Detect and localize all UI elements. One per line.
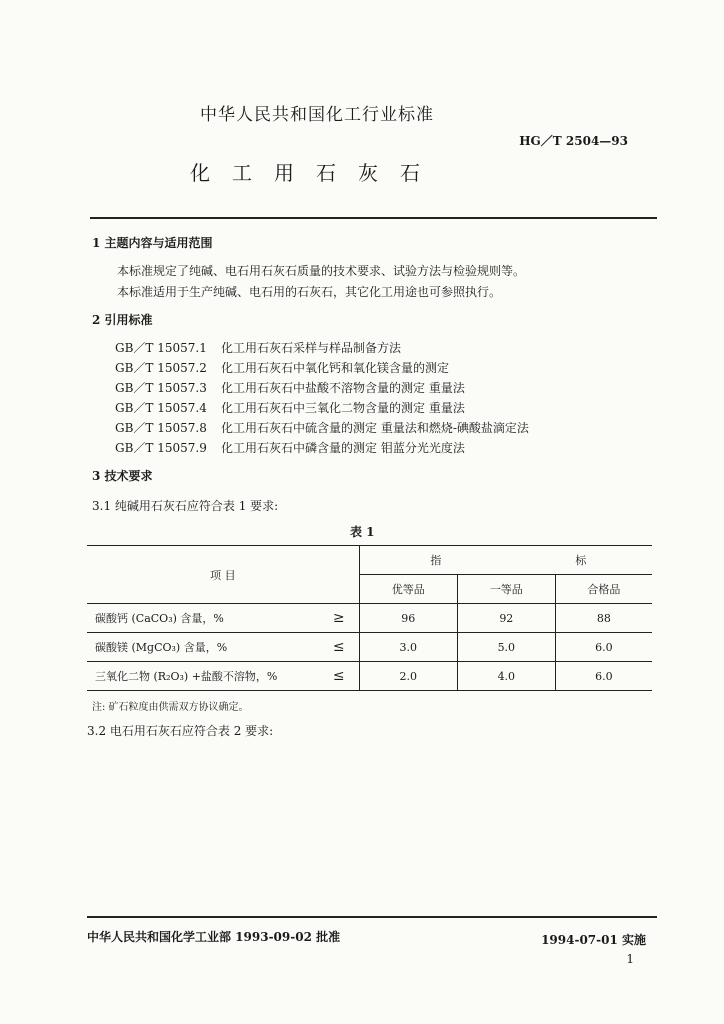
row-value: 88 [555, 604, 652, 633]
reference-title: 化工用石灰石中盐酸不溶物含量的测定 重量法 [221, 381, 465, 395]
reference-item [115, 419, 529, 436]
spec-table-1 [87, 545, 652, 691]
row-item: 碳酸钙 (CaCO₃) 含量，% [87, 604, 319, 633]
effective-date: 1994-07-01 实施 [541, 933, 646, 947]
reference-code: GB／T 15057.2 [115, 361, 207, 375]
row-symbol: ≤ [319, 633, 360, 662]
header-rule [90, 217, 657, 219]
table-row [87, 633, 652, 662]
reference-item [115, 399, 465, 416]
row-value: 4.0 [457, 662, 555, 691]
row-value: 2.0 [359, 662, 457, 691]
row-symbol: ≤ [319, 662, 360, 691]
reference-title: 化工用石灰石中磷含量的测定 钼蓝分光光度法 [221, 441, 465, 455]
reference-code: GB／T 15057.4 [115, 401, 207, 415]
reference-code: GB／T 15057.3 [115, 381, 207, 395]
reference-title: 化工用石灰石中三氧化二物含量的测定 重量法 [221, 401, 465, 415]
row-value: 6.0 [555, 662, 652, 691]
row-value: 96 [359, 604, 457, 633]
item-header: 项 目 [87, 546, 359, 604]
row-symbol: ≥ [319, 604, 360, 633]
reference-code: GB／T 15057.8 [115, 421, 207, 435]
row-item: 三氧化二物 (R₂O₃) +盐酸不溶物，% [87, 662, 319, 691]
section-1-heading: 1 主题内容与适用范围 [92, 236, 213, 250]
table-note: 注: 矿石粒度由供需双方协议确定。 [92, 702, 249, 713]
clause-3-2: 3.2 电石用石灰石应符合表 2 要求: [87, 724, 274, 738]
row-value: 6.0 [555, 633, 652, 662]
section-2-heading: 2 引用标准 [92, 313, 153, 327]
index-header [359, 546, 652, 575]
reference-title: 化工用石灰石中氧化钙和氧化镁含量的测定 [221, 361, 450, 375]
reference-title: 化工用石灰石中硫含量的测定 重量法和燃烧-碘酸盐滴定法 [221, 421, 529, 435]
table-row [87, 662, 652, 691]
document-title: 化工用石灰石 [190, 161, 442, 185]
table-caption: 表 1 [350, 525, 375, 539]
reference-item [115, 439, 465, 456]
table-row [87, 604, 652, 633]
clause-3-1: 3.1 纯碱用石灰石应符合表 1 要求: [92, 499, 279, 513]
row-value: 5.0 [457, 633, 555, 662]
row-value: 3.0 [359, 633, 457, 662]
section-1-paragraph-2: 本标准适用于生产纯碱、电石用的石灰石，其它化工用途也可参照执行。 [117, 285, 502, 299]
index-header-left: 指 [430, 554, 442, 567]
grade-header: 合格品 [555, 575, 652, 604]
reference-item [115, 339, 401, 356]
section-1-paragraph-1: 本标准规定了纯碱、电石用石灰石质量的技术要求、试验方法与检验规则等。 [117, 264, 526, 278]
row-item: 碳酸镁 (MgCO₃) 含量，% [87, 633, 319, 662]
standard-code: HG／T 2504—93 [519, 134, 628, 148]
reference-code: GB／T 15057.9 [115, 441, 207, 455]
page-number: 1 [626, 952, 634, 966]
grade-header: 优等品 [359, 575, 457, 604]
reference-item [115, 359, 449, 376]
grade-header: 一等品 [457, 575, 555, 604]
reference-title: 化工用石灰石采样与样品制备方法 [221, 341, 402, 355]
row-value: 92 [457, 604, 555, 633]
approval-line: 中华人民共和国化学工业部 1993-09-02 批准 [87, 930, 341, 944]
footer-rule [87, 916, 657, 918]
reference-item [115, 379, 465, 396]
index-header-right: 标 [575, 554, 587, 567]
section-3-heading: 3 技术要求 [92, 469, 153, 483]
issuing-body: 中华人民共和国化工行业标准 [200, 105, 434, 125]
reference-code: GB／T 15057.1 [115, 341, 207, 355]
